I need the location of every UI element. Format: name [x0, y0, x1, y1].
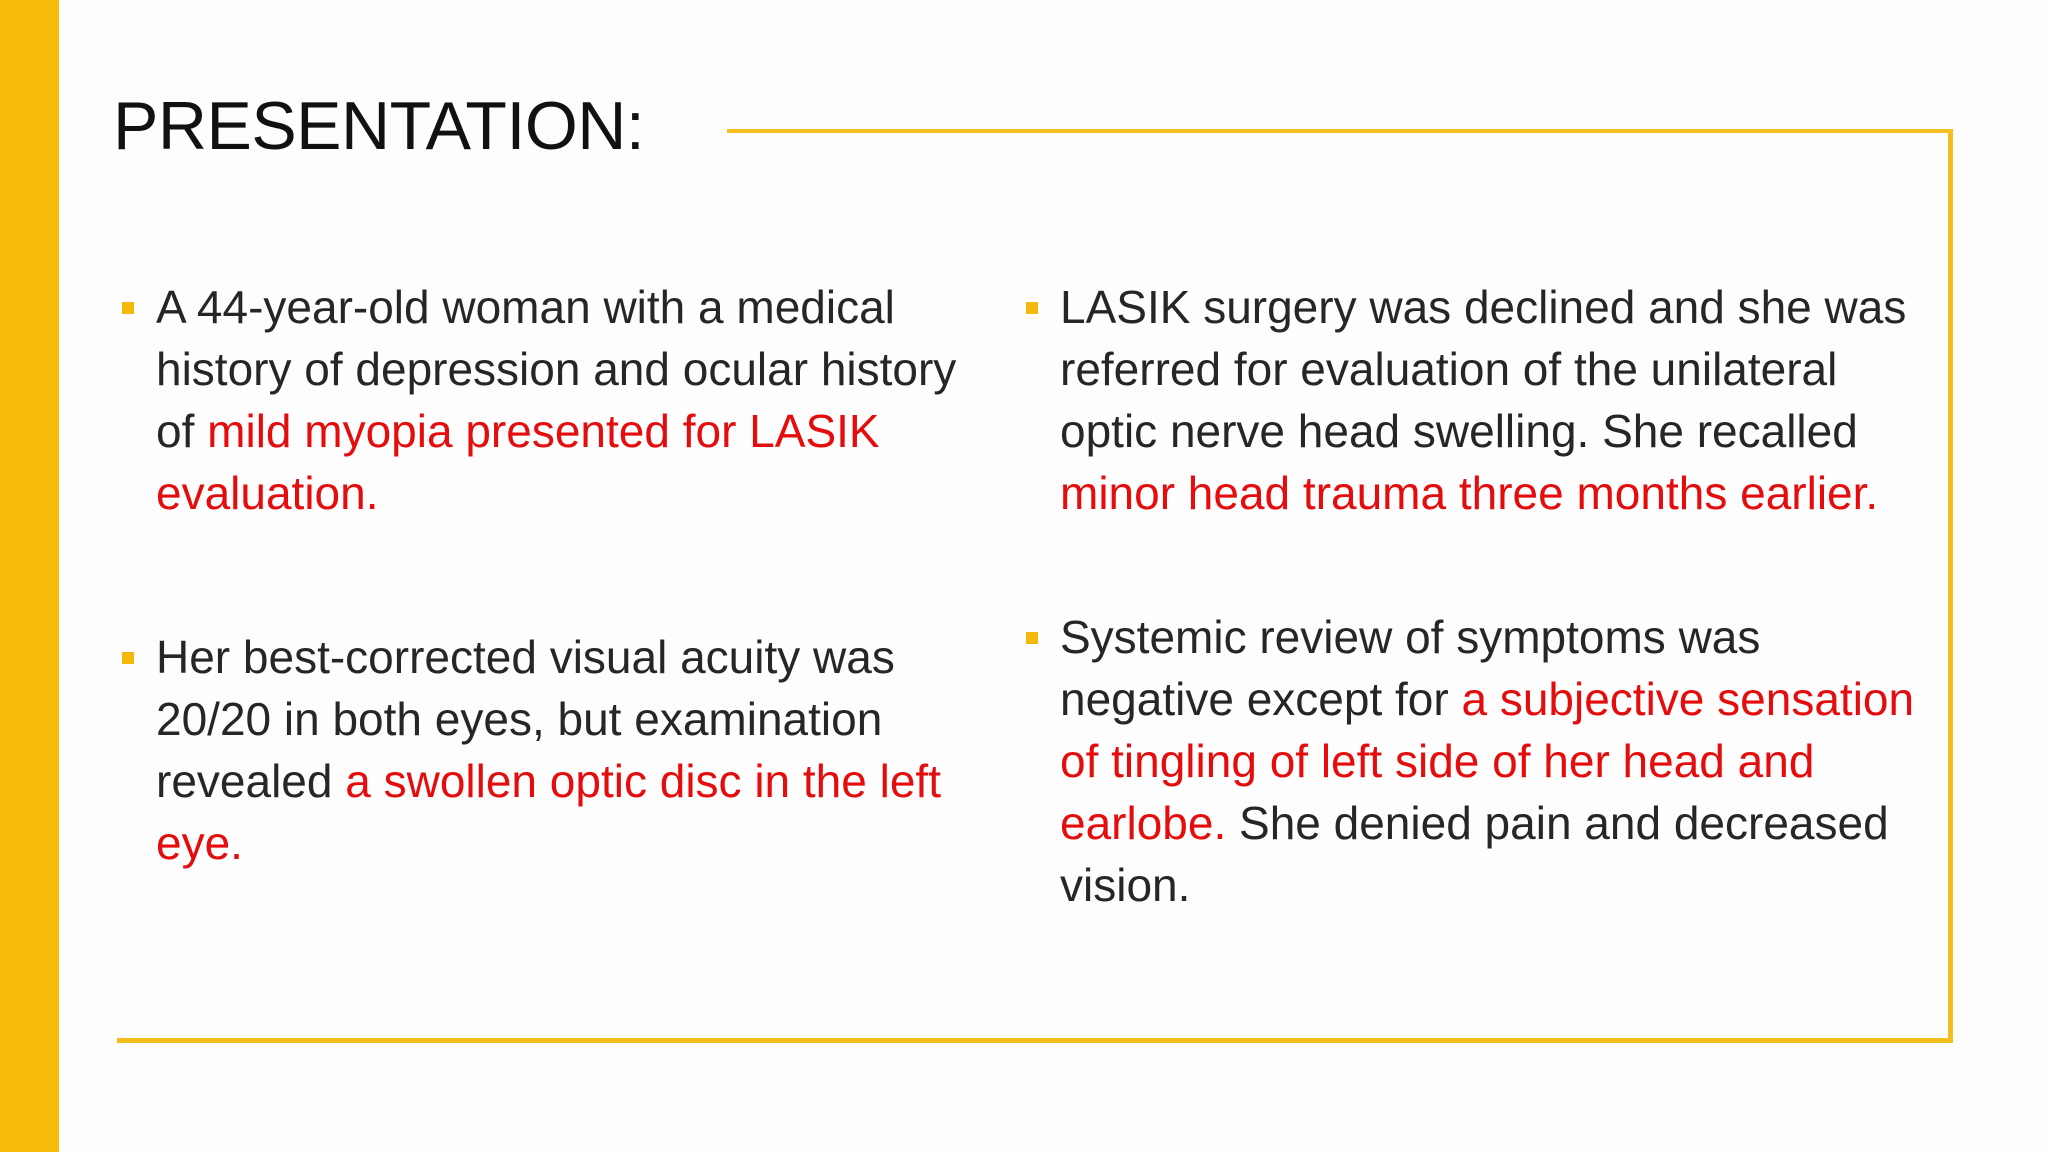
- bullet-text: [156, 626, 1006, 874]
- bullet-text-segment: She denied pain and decreased vision.: [1060, 797, 1889, 911]
- frame-bottom-line: [117, 1038, 1953, 1043]
- highlighted-text: a swollen optic disc in the left eye.: [156, 755, 941, 869]
- bullet-text-segment: LASIK surgery was declined and she was referred for evaluation of the unilateral optic nerve head swelling. She recalled: [1060, 281, 1907, 457]
- square-bullet-icon: [122, 652, 134, 664]
- square-bullet-icon: [1026, 632, 1038, 644]
- bullet-item-left-2: [156, 626, 1006, 874]
- slide-title: PRESENTATION:: [113, 88, 645, 164]
- bullet-text-segment: A 44-year-old woman with a medical history of depression and ocular history of: [156, 281, 957, 457]
- bullet-text: [1060, 606, 1940, 916]
- bullet-text: [1060, 276, 1940, 524]
- highlighted-text: mild myopia presented for LASIK evaluation.: [156, 405, 880, 519]
- frame-top-line: [727, 129, 1953, 133]
- square-bullet-icon: [122, 302, 134, 314]
- bullet-text-segment: Her best-corrected visual acuity was 20/20 in both eyes, but examination revealed: [156, 631, 895, 807]
- bullet-item-right-2: [1060, 606, 1940, 916]
- left-accent-bar: [0, 0, 59, 1152]
- bullet-text: [156, 276, 1006, 524]
- bullet-item-left-1: [156, 276, 1006, 524]
- square-bullet-icon: [1026, 302, 1038, 314]
- bullet-item-right-1: [1060, 276, 1940, 524]
- bullet-text-segment: Systemic review of symptoms was negative except for: [1060, 611, 1761, 725]
- frame-right-line: [1948, 129, 1953, 1043]
- highlighted-text: minor head trauma three months earlier.: [1060, 467, 1879, 519]
- highlighted-text: a subjective sensation of tingling of left side of her head and earlobe.: [1060, 673, 1915, 849]
